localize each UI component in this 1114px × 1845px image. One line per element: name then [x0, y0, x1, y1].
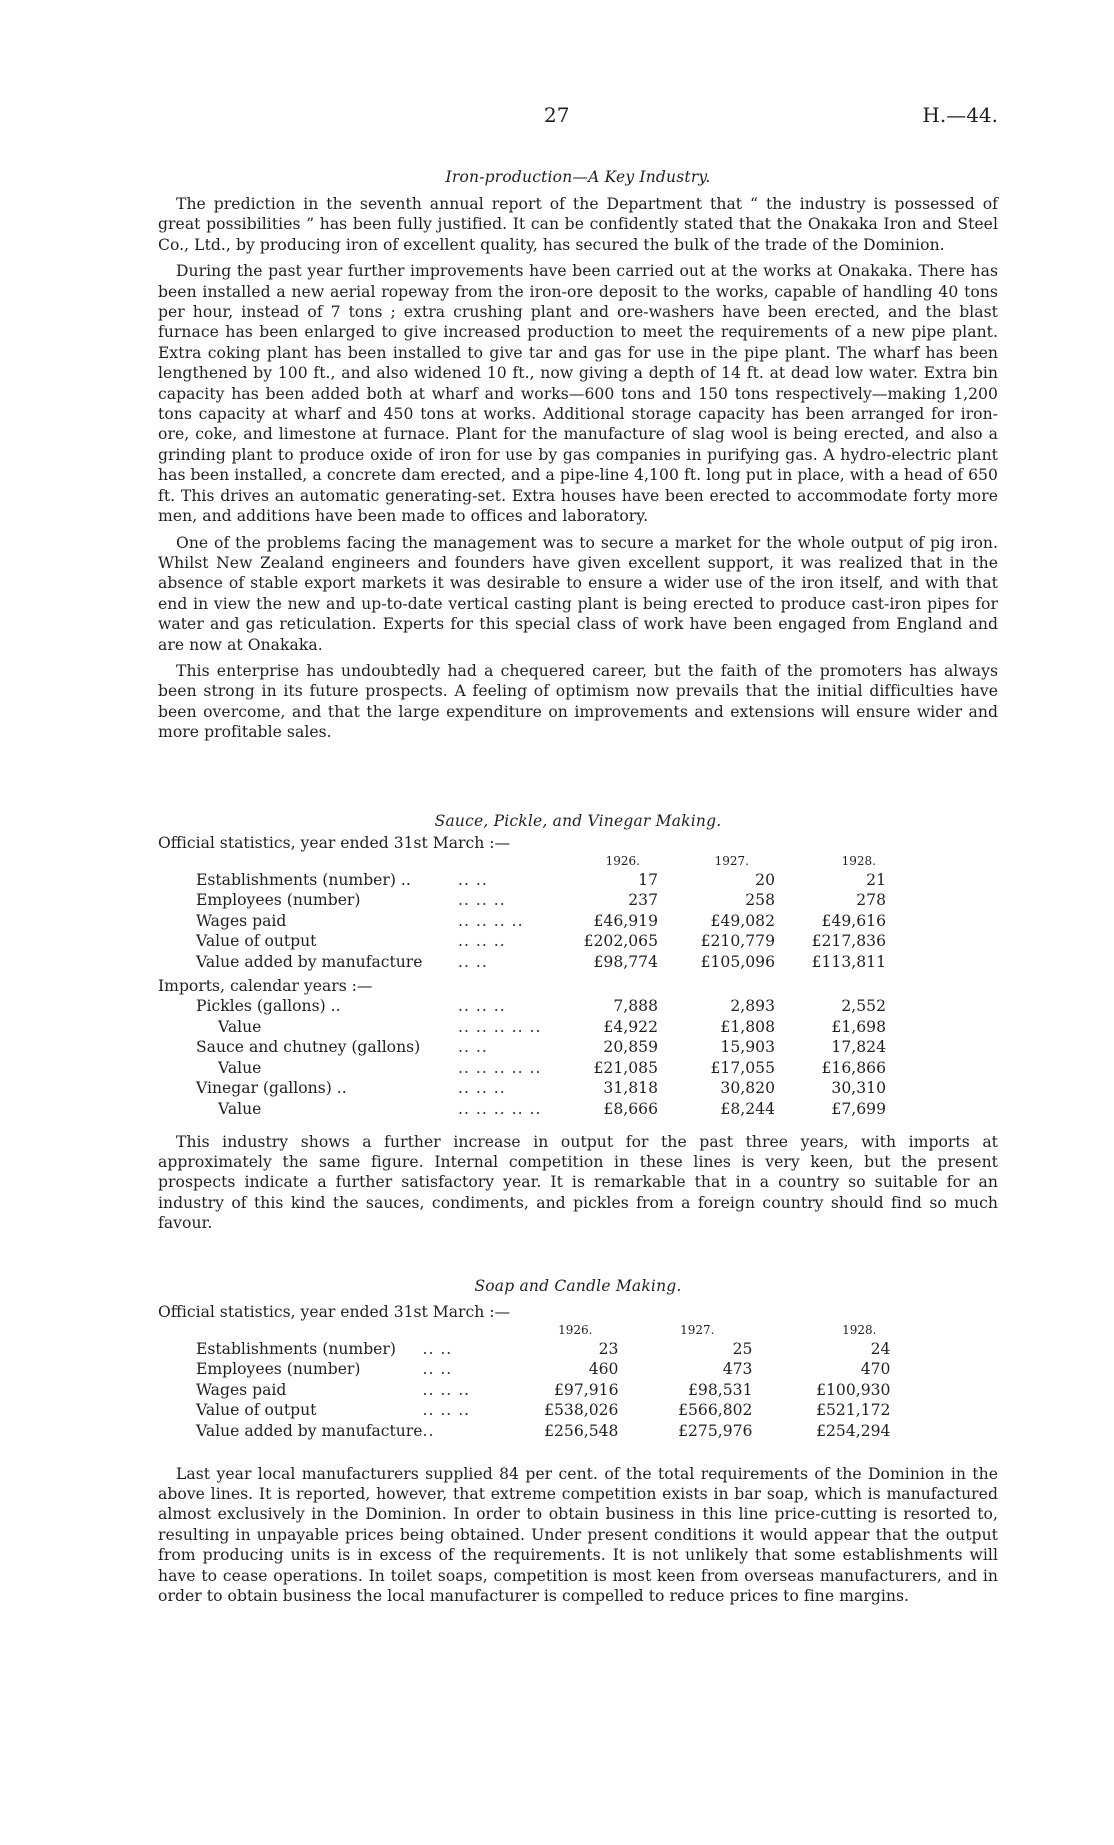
- value-1926: 17: [638, 870, 658, 889]
- soap-stats-table: [196, 1321, 890, 1440]
- iron-section: [158, 168, 998, 749]
- value-1928: £217,836: [811, 932, 886, 950]
- page-number: 27: [544, 103, 570, 127]
- value-1927: £1,808: [720, 1017, 775, 1036]
- soap-paragraph: Last year local manufacturers supplied 84 per cent. of the total requirements of the Dominion in the above lines. It is reported, however, that extreme competition exists in bar soap, which is manufactured almost exclusively in the Dominion. In order to obtain business in this line price-cutting is resorted to, resulting in unpayable prices being obtained. Under present conditions it would appear that the output from producing units is in excess of the requirements. It is not unlikely that some establishments will have to cease operations. In toilet soaps, competition is most keen from overseas manufacturers, and in order to obtain business the local manufacturer is compelled to reduce prices to fine margins.: [158, 1464, 998, 1605]
- iron-paragraph-3: One of the problems facing the management was to secure a market for the whole output of pig iron. Whilst New Zealand engineers and founders have given excellent support, it was realized that in the absence of stable export markets it was desirable to ensure a wider use of the iron itself, and with that end in view the new and up-to-date vertical casting plant is being erected to produce cast-iron pipes for water and gas reticulation. Experts for this special class of work have been engaged from England and are now at Onakaka.: [158, 533, 998, 654]
- value-1928: 24: [870, 1339, 891, 1358]
- value-1927: £17,055: [710, 1058, 775, 1077]
- value-1928: 278: [856, 891, 886, 909]
- table-row: [196, 1097, 886, 1118]
- value-1927: 30,820: [720, 1079, 775, 1097]
- soap-lead: Official statistics, year ended 31st March :—: [158, 1303, 511, 1321]
- iron-paragraph-2: During the past year further improvements have been carried out at the works at Onakaka. There has been installed a new aerial ropeway from the iron-ore deposit to the works, capable of handling 40 tons per hour, instead of 7 tons ; extra crushing plant and ore-washers have been erected, and the blast furnace has been enlarged to give increased production to meet the requirements of a new pipe plant. Extra coking plant has been installed to give tar and gas for use in the pipe plant. The wharf has been lengthened by 100 ft., and also widened 10 ft., now giving a depth of 14 ft. at dead low water. Extra bin capacity has been added both at wharf and works—600 tons and 150 tons respectively—making 1,200 tons capacity at wharf and 450 tons at works. Additional storage capacity has been arranged for iron-ore, coke, and limestone at furnace. Plant for the manufacture of slag wool is being erected, and also a grinding plant to produce oxide of iron for use by gas companies in purifying gas. A hydro-electric plant has been installed, a concrete dam erected, and a pipe-line 4,100 ft. long put in place, with a head of 650 ft. This drives an automatic generating-set. Extra houses have been erected to accommodate forty more men, and additions have been made to offices and laboratory.: [158, 262, 998, 526]
- sauce-stats-table: [196, 852, 886, 971]
- value-1926: £8,666: [603, 1099, 658, 1118]
- soap-section-title: Soap and Candle Making.: [474, 1277, 682, 1295]
- row-label: Wages paid: [196, 911, 287, 930]
- value-1926: 7,888: [613, 997, 658, 1015]
- value-1928: £254,294: [816, 1421, 891, 1440]
- sauce-year-header: [196, 852, 886, 868]
- sauce-imports-table: [196, 995, 886, 1118]
- table-row: [196, 889, 886, 910]
- value-1926: £97,916: [554, 1380, 619, 1399]
- leader-dots: .. ..: [422, 1360, 453, 1378]
- leader-dots: .. .. .. .. ..: [458, 1017, 542, 1036]
- value-1927: £566,802: [678, 1401, 753, 1419]
- soap-year-1926: 1926.: [558, 1323, 593, 1337]
- row-label: Value: [218, 1017, 262, 1036]
- iron-paragraph-1: The prediction in the seventh annual report of the Department that “ the industry is possessed of great possibilities ” has been fully justified. It can be confidently stated that the Onakaka Iron and Steel Co., Ltd., by producing iron of excellent quality, has secured the bulk of the trade of the Dominion.: [158, 195, 998, 254]
- leader-dots: .. ..: [458, 870, 488, 889]
- leader-dots: .. ..: [458, 1038, 488, 1056]
- leader-dots: .. .. .. .. ..: [458, 1099, 542, 1118]
- sauce-imports-label: Imports, calendar years :—: [158, 976, 373, 995]
- value-1926: £46,919: [593, 911, 658, 930]
- table-row: [196, 1378, 890, 1399]
- leader-dots: .. .. ..: [458, 932, 506, 950]
- value-1928: 2,552: [841, 997, 886, 1015]
- value-1927: £49,082: [710, 911, 775, 930]
- leader-dots: ..: [422, 1421, 435, 1440]
- sauce-year-1928: 1928.: [841, 854, 876, 868]
- value-1927: £275,976: [678, 1421, 753, 1440]
- value-1927: £98,531: [688, 1380, 753, 1399]
- soap-year-1928: 1928.: [842, 1323, 877, 1337]
- sauce-section-title: Sauce, Pickle, and Vinegar Making.: [434, 812, 722, 830]
- table-row: [196, 1337, 890, 1358]
- value-1927: 20: [755, 870, 775, 889]
- value-1926: £98,774: [593, 952, 658, 971]
- soap-year-header: [196, 1321, 890, 1337]
- row-label: Establishments (number): [196, 1339, 396, 1358]
- value-1926: 31,818: [603, 1079, 658, 1097]
- sauce-section: [158, 812, 998, 1240]
- row-label: Value of output: [196, 1401, 317, 1419]
- value-1928: 30,310: [831, 1079, 886, 1097]
- value-1928: £49,616: [821, 911, 886, 930]
- value-1928: £521,172: [816, 1401, 891, 1419]
- value-1926: 460: [588, 1360, 619, 1378]
- value-1928: 17,824: [831, 1038, 886, 1056]
- value-1926: £21,085: [593, 1058, 658, 1077]
- soap-year-1927: 1927.: [680, 1323, 715, 1337]
- soap-section: [158, 1277, 998, 1612]
- value-1928: £7,699: [831, 1099, 886, 1118]
- value-1928: £100,930: [816, 1380, 891, 1399]
- table-row: [196, 1056, 886, 1077]
- value-1928: £1,698: [831, 1017, 886, 1036]
- table-row: [196, 1399, 890, 1420]
- row-label: Sauce and chutney (gallons): [196, 1038, 421, 1056]
- value-1927: 2,893: [730, 997, 775, 1015]
- leader-dots: .. ..: [422, 1339, 453, 1358]
- value-1927: 258: [745, 891, 775, 909]
- table-row: [196, 1036, 886, 1057]
- sauce-year-1927: 1927.: [714, 854, 749, 868]
- row-label: Vinegar (gallons) ..: [196, 1079, 347, 1097]
- table-row: [196, 1077, 886, 1098]
- iron-paragraph-4: This enterprise has undoubtedly had a chequered career, but the faith of the promoters has always been strong in its future prospects. A feeling of optimism now prevails that the initial difficulties have been overcome, and that the large expenditure on improvements and extensions will ensure wider and more profitable sales.: [158, 661, 998, 742]
- leader-dots: .. .. ..: [422, 1380, 471, 1399]
- table-row: [196, 1419, 890, 1440]
- document-reference: H.—44.: [922, 103, 998, 127]
- value-1926: £4,922: [603, 1017, 658, 1036]
- value-1927: £210,779: [700, 932, 775, 950]
- row-label: Pickles (gallons) ..: [196, 997, 341, 1015]
- row-label: Value added by manufacture: [196, 1421, 423, 1440]
- value-1926: £256,548: [544, 1421, 619, 1440]
- value-1927: 15,903: [720, 1038, 775, 1056]
- value-1927: 473: [722, 1360, 753, 1378]
- table-row: [196, 868, 886, 889]
- row-label: Employees (number): [196, 1360, 361, 1378]
- row-label: Value: [218, 1058, 262, 1077]
- table-row: [196, 1015, 886, 1036]
- value-1928: £16,866: [821, 1058, 886, 1077]
- value-1926: 23: [598, 1339, 619, 1358]
- leader-dots: .. .. ..: [458, 997, 506, 1015]
- table-row: [196, 909, 886, 930]
- table-row: [196, 930, 886, 951]
- row-label: Employees (number): [196, 891, 361, 909]
- row-label: Establishments (number) ..: [196, 870, 411, 889]
- sauce-lead: Official statistics, year ended 31st March :—: [158, 834, 511, 852]
- value-1927: 25: [732, 1339, 753, 1358]
- row-label: Value: [218, 1099, 262, 1118]
- value-1926: 20,859: [603, 1038, 658, 1056]
- leader-dots: .. .. ..: [458, 891, 506, 909]
- value-1928: 470: [860, 1360, 891, 1378]
- sauce-paragraph: This industry shows a further increase in output for the past three years, with imports at approximately the same figure. Internal competition in these lines is very keen, but the present prospects indicate a further satisfactory year. It is remarkable that in a country so suitable for an industry of this kind the sauces, condiments, and pickles from a foreign country should find so much favour.: [158, 1132, 998, 1233]
- leader-dots: .. .. .. ..: [458, 911, 524, 930]
- iron-section-title: Iron-production—A Key Industry.: [445, 168, 711, 186]
- table-row: [196, 950, 886, 971]
- row-label: Wages paid: [196, 1380, 287, 1399]
- sauce-year-1926: 1926.: [605, 854, 640, 868]
- leader-dots: .. .. .. .. ..: [458, 1058, 542, 1077]
- value-1927: £105,096: [700, 952, 775, 971]
- value-1926: £202,065: [583, 932, 658, 950]
- table-row: [196, 1358, 890, 1379]
- value-1926: £538,026: [544, 1401, 619, 1419]
- value-1928: £113,811: [811, 952, 886, 971]
- value-1927: £8,244: [720, 1099, 775, 1118]
- leader-dots: .. .. ..: [422, 1401, 471, 1419]
- value-1928: 21: [866, 870, 886, 889]
- value-1926: 237: [628, 891, 658, 909]
- row-label: Value added by manufacture: [196, 952, 423, 971]
- table-row: [196, 995, 886, 1016]
- page-header: [158, 103, 998, 133]
- leader-dots: .. ..: [458, 952, 488, 971]
- leader-dots: .. .. ..: [458, 1079, 506, 1097]
- row-label: Value of output: [196, 932, 317, 950]
